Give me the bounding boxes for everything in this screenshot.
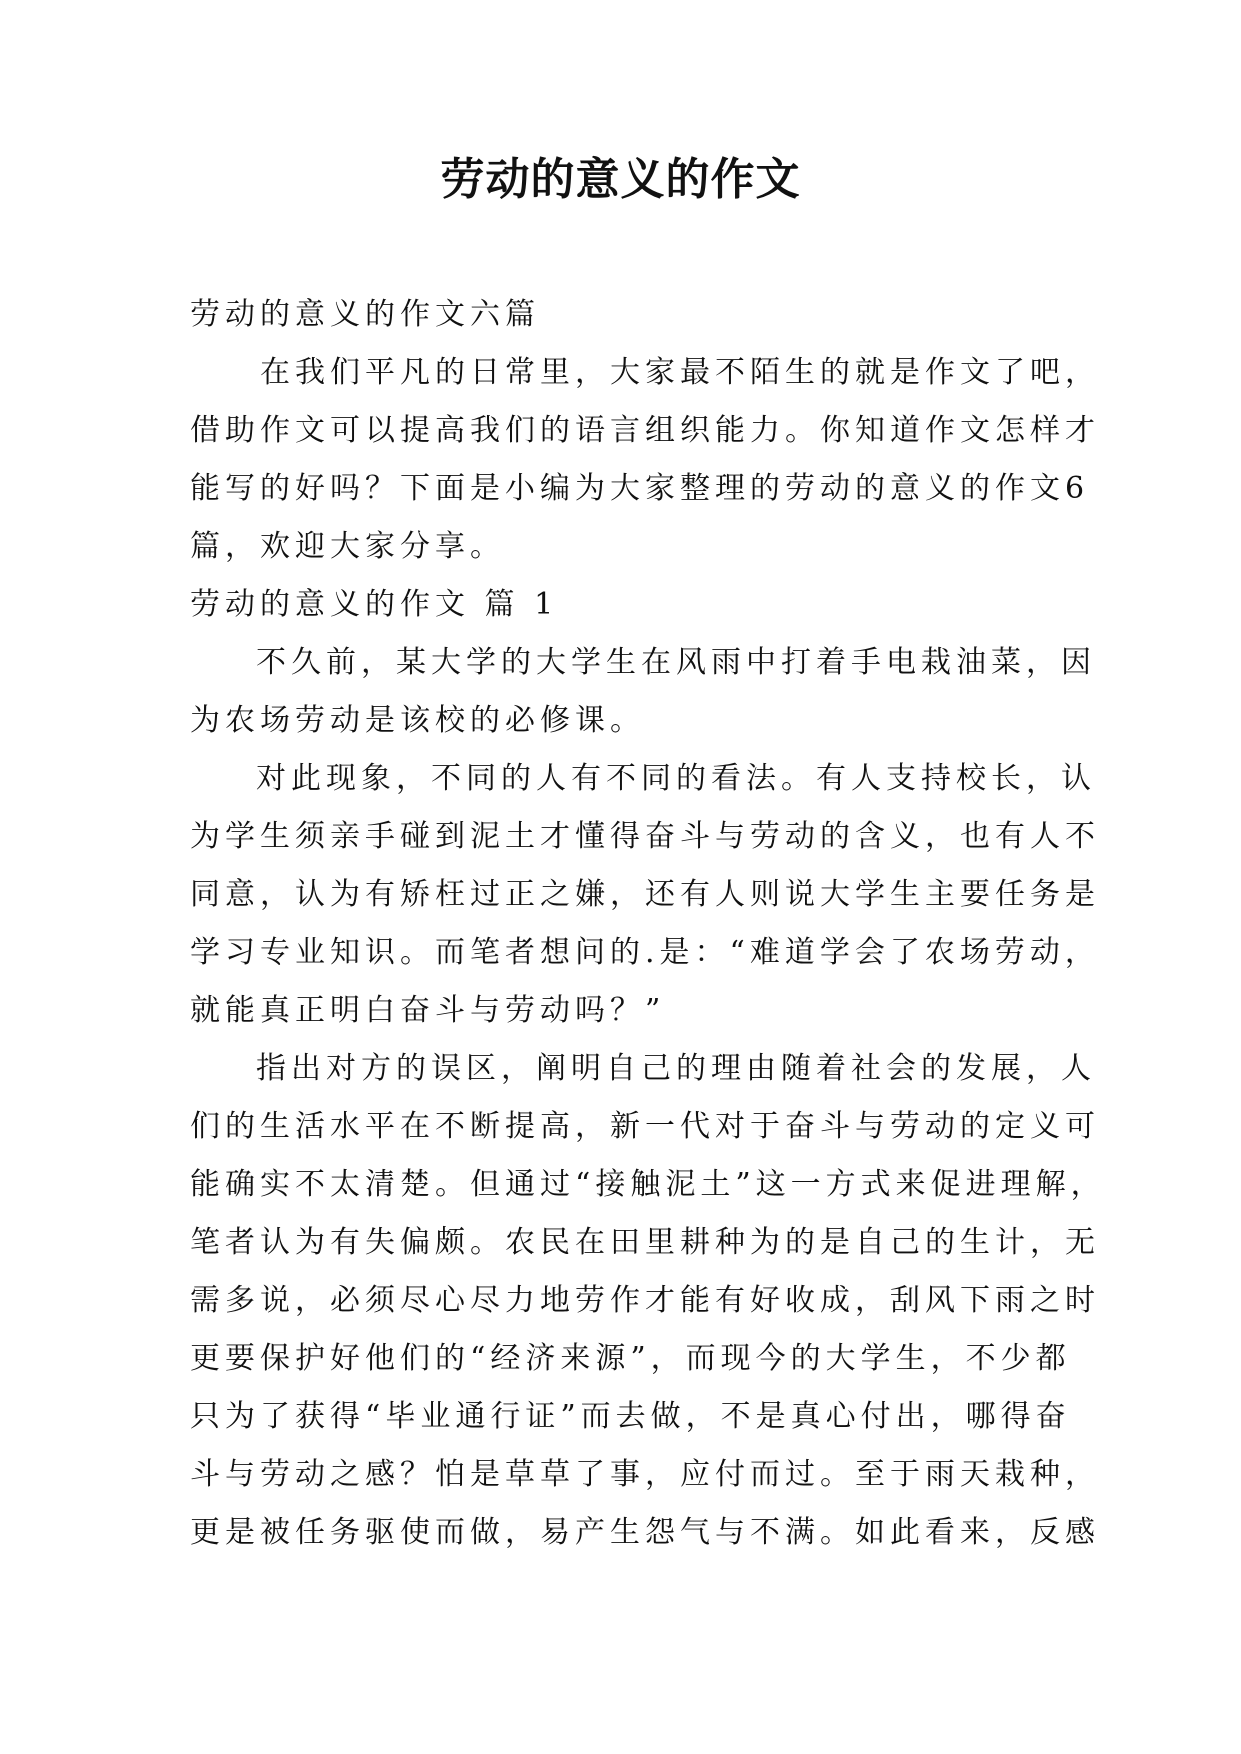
paragraph-line: 只为了获得“毕业通行证”而去做，不是真心付出，哪得奋 <box>190 1399 1071 1434</box>
paragraph-line: 斗与劳动之感？怕是草草了事，应付而过。至于雨天栽种， <box>190 1457 1100 1492</box>
paragraph-line: 同意，认为有矫枉过正之嫌，还有人则说大学生主要任务是 <box>190 877 1100 912</box>
paragraph-line: 能确实不太清楚。但通过“接触泥土”这一方式来促进理解， <box>190 1167 1106 1202</box>
paragraph-line: 更要保护好他们的“经济来源”，而现今的大学生，不少都 <box>190 1341 1071 1376</box>
paragraph-line: 更是被任务驱使而做，易产生怨气与不满。如此看来，反感 <box>190 1515 1100 1550</box>
subtitle-line: 劳动的意义的作文六篇 <box>190 297 540 332</box>
paragraph-line: 笔者认为有失偏颇。农民在田里耕种为的是自己的生计，无 <box>190 1225 1100 1260</box>
paragraph-line: 为学生须亲手碰到泥土才懂得奋斗与劳动的含义，也有人不 <box>190 819 1100 854</box>
paragraph-line: 在我们平凡的日常里，大家最不陌生的就是作文了吧， <box>260 355 1100 390</box>
document-title: 劳动的意义的作文 <box>440 154 801 205</box>
document-body <box>190 286 1106 1562</box>
paragraph-line: 能写的好吗？下面是小编为大家整理的劳动的意义的作文6 <box>190 471 1090 506</box>
paragraph-line: 对此现象，不同的人有不同的看法。有人支持校长，认 <box>256 761 1096 796</box>
section-heading: 劳动的意义的作文 篇 1 <box>190 587 559 622</box>
paragraph-line: 们的生活水平在不断提高，新一代对于奋斗与劳动的定义可 <box>190 1109 1100 1144</box>
paragraph-line: 借助作文可以提高我们的语言组织能力。你知道作文怎样才 <box>190 413 1100 448</box>
paragraph-line: 篇，欢迎大家分享。 <box>190 529 505 564</box>
paragraph-line: 学习专业知识。而笔者想问的.是：“难道学会了农场劳动， <box>190 935 1100 970</box>
paragraph-line: 就能真正明白奋斗与劳动吗？” <box>190 993 666 1028</box>
paragraph-line: 指出对方的误区，阐明自己的理由随着社会的发展，人 <box>256 1051 1096 1086</box>
paragraph-line: 不久前，某大学的大学生在风雨中打着手电栽油菜，因 <box>256 645 1096 680</box>
paragraph-line: 为农场劳动是该校的必修课。 <box>190 703 645 738</box>
paragraph-line: 需多说，必须尽心尽力地劳作才能有好收成，刮风下雨之时 <box>190 1283 1100 1318</box>
